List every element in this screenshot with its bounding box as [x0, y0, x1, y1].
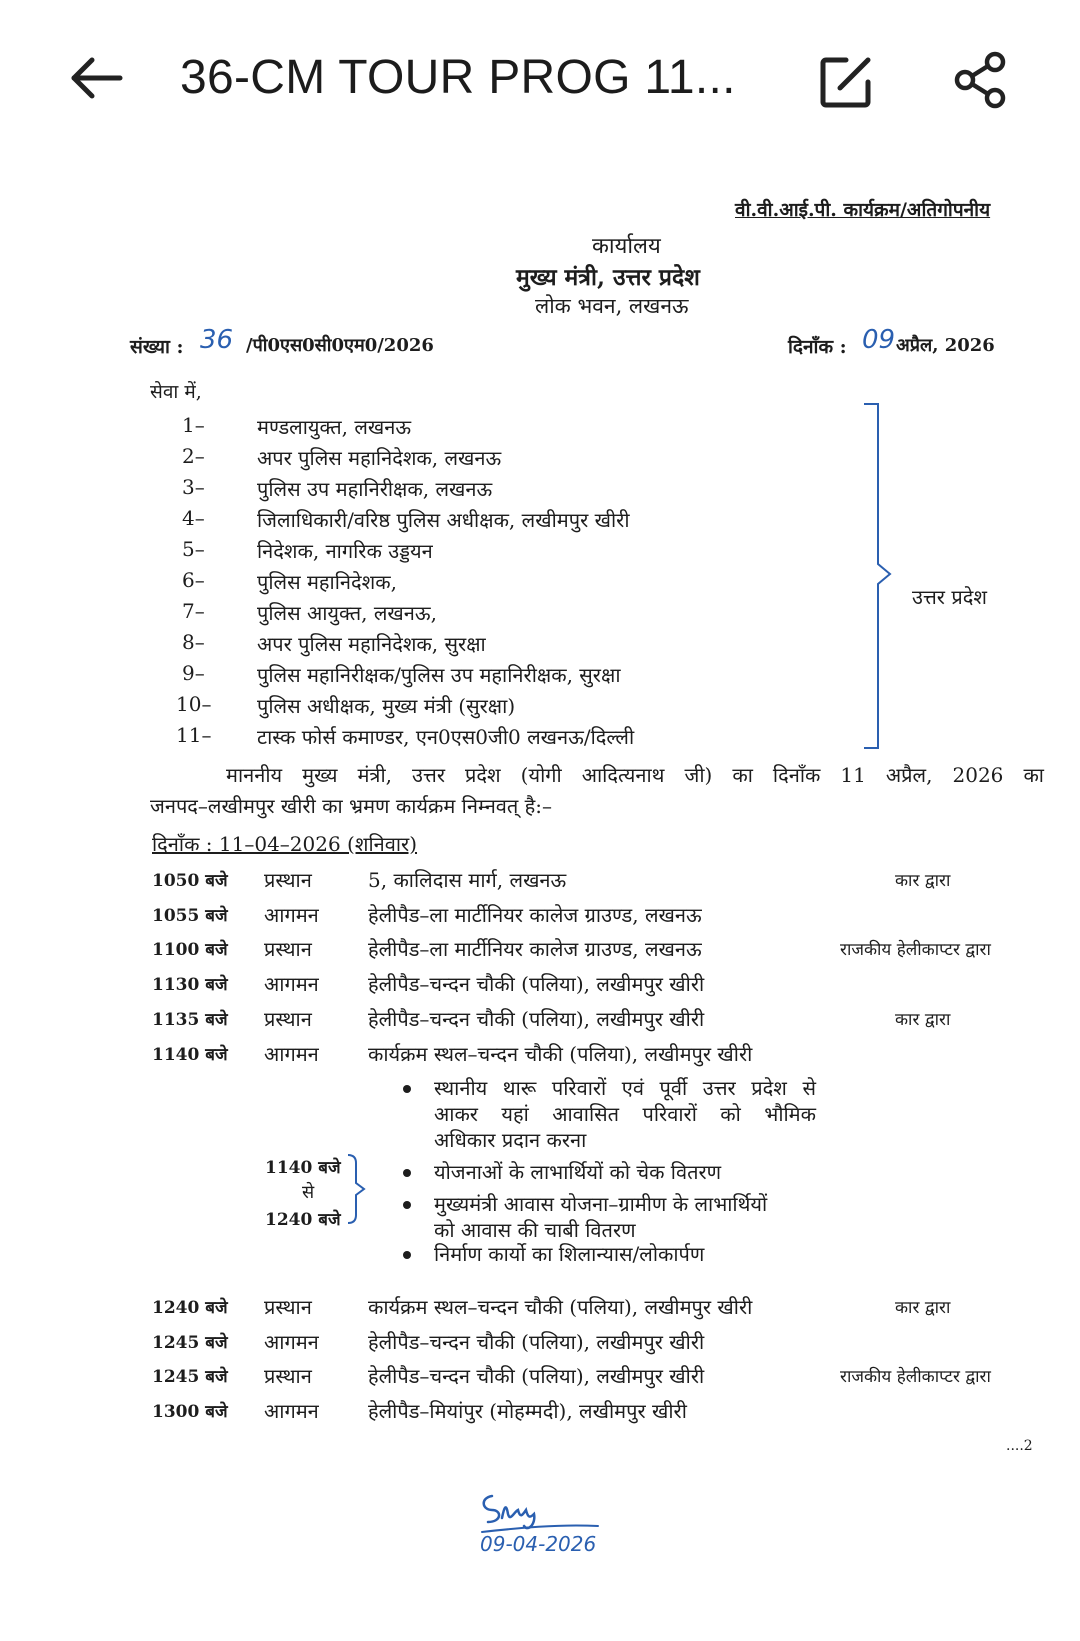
schedule-place: हेलीपैड–चन्दन चौकी (पलिया), लखीमपुर खीरी: [368, 1364, 705, 1388]
bullet: [403, 1251, 411, 1259]
recipient-text: निदेशक, नागरिक उड्डयन: [257, 539, 433, 563]
schedule-time: 1055 बजे: [152, 906, 228, 926]
schedule-mode: कार द्वारा: [895, 1010, 951, 1030]
schedule-place: हेलीपैड–ला मार्टीनियर कालेज ग्राउण्ड, लखनऊ: [368, 903, 702, 927]
program-item-line: मुख्यमंत्री आवास योजना–ग्रामीण के लाभार्थियों: [434, 1192, 768, 1216]
share-button[interactable]: [950, 50, 1010, 110]
recipient-text: पुलिस आयुक्त, लखनऊ,: [257, 601, 437, 625]
office-name: मुख्य मंत्री, उत्तर प्रदेश: [516, 264, 700, 291]
recipient-number: 1–: [182, 413, 205, 437]
schedule-time: 1240 बजे: [152, 1298, 228, 1318]
recipient-number: 10–: [176, 692, 212, 716]
recipient-number: 11–: [176, 723, 212, 747]
schedule-time: 1300 बजे: [152, 1402, 228, 1422]
office-heading: कार्यालय: [592, 234, 661, 259]
document-title: 36-CM TOUR PROG 11...: [180, 51, 736, 104]
reference-number: 36: [200, 325, 234, 355]
recipient-text: टास्क फोर्स कमाण्डर, एन0एस0जी0 लखनऊ/दिल्ली: [257, 725, 635, 749]
schedule-action: प्रस्थान: [264, 1295, 312, 1319]
bullet: [403, 1085, 411, 1093]
schedule-time: 1135 बजे: [152, 1010, 228, 1030]
recipient-text: पुलिस महानिरीक्षक/पुलिस उप महानिरीक्षक, सुरक्षा: [257, 663, 621, 687]
recipient-text: मण्डलायुक्त, लखनऊ: [257, 415, 412, 439]
date-day: 09: [862, 325, 896, 355]
schedule-time: 1245 बजे: [152, 1333, 228, 1353]
schedule-date: दिनाँक : 11–04–2026 (शनिवार): [152, 832, 418, 856]
schedule-action: प्रस्थान: [264, 868, 312, 892]
app-bar: [0, 0, 1080, 170]
schedule-mode: कार द्वारा: [895, 871, 951, 891]
schedule-time: 1050 बजे: [152, 871, 228, 891]
recipients-brace: [862, 402, 902, 752]
schedule-place: 5, कालिदास मार्ग, लखनऊ: [368, 868, 567, 892]
schedule-mode: राजकीय हेलीकाप्टर द्वारा: [840, 940, 991, 960]
program-item-line: योजनाओं के लाभार्थियों को चेक वितरण: [434, 1160, 722, 1184]
schedule-place: हेलीपैड–ला मार्टीनियर कालेज ग्राउण्ड, लखनऊ: [368, 937, 702, 961]
reference-label: संख्या :: [130, 336, 184, 358]
program-item-line: आकर यहां आवासित परिवारों को भौमिक: [434, 1102, 816, 1126]
recipient-number: 5–: [182, 537, 205, 561]
program-item-line: को आवास की चाबी वितरण: [434, 1218, 636, 1242]
date-suffix: अप्रैल, 2026: [896, 335, 995, 356]
recipient-text: जिलाधिकारी/वरिष्ठ पुलिस अधीक्षक, लखीमपुर खीरी: [257, 508, 630, 532]
schedule-place: हेलीपैड–चन्दन चौकी (पलिया), लखीमपुर खीरी: [368, 1007, 705, 1031]
edit-icon: [816, 52, 876, 112]
schedule-action: आगमन: [264, 1330, 319, 1354]
arrow-left-icon: [66, 52, 130, 108]
schedule-time: 1100 बजे: [152, 940, 228, 960]
schedule-mode: राजकीय हेलीकाप्टर द्वारा: [840, 1367, 991, 1387]
program-item-line: निर्माण कार्यो का शिलान्यास/लोकार्पण: [434, 1242, 705, 1266]
signature-date: 09-04-2026: [480, 1532, 597, 1556]
recipients-group-label: उत्तर प्रदेश: [912, 585, 987, 609]
schedule-action: प्रस्थान: [264, 1364, 312, 1388]
program-item-line: स्थानीय थारू परिवारों एवं पूर्वी उत्तर प्रदेश से: [434, 1076, 816, 1100]
schedule-place: हेलीपैड–चन्दन चौकी (पलिया), लखीमपुर खीरी: [368, 1330, 705, 1354]
schedule-action: प्रस्थान: [264, 937, 312, 961]
program-time-start: 1140 बजे: [265, 1158, 341, 1178]
bullet: [403, 1169, 411, 1177]
schedule-time: 1140 बजे: [152, 1045, 228, 1065]
classification-label: वी.वी.आई.पी. कार्यक्रम/अतिगोपनीय: [735, 199, 991, 221]
schedule-time: 1130 बजे: [152, 975, 228, 995]
date-label: दिनाँक :: [788, 336, 847, 358]
program-time-end: 1240 बजे: [265, 1210, 341, 1230]
schedule-mode: कार द्वारा: [895, 1298, 951, 1318]
schedule-action: आगमन: [264, 1042, 319, 1066]
program-time-separator: से: [302, 1182, 315, 1203]
recipient-number: 2–: [182, 444, 205, 468]
recipient-number: 6–: [182, 568, 205, 592]
recipient-number: 3–: [182, 475, 205, 499]
schedule-time: 1245 बजे: [152, 1367, 228, 1387]
document-page[interactable]: [0, 170, 1080, 1641]
recipient-text: अपर पुलिस महानिदेशक, लखनऊ: [257, 446, 502, 470]
schedule-action: आगमन: [264, 1399, 319, 1423]
schedule-action: आगमन: [264, 903, 319, 927]
recipient-number: 4–: [182, 506, 205, 530]
schedule-place: कार्यक्रम स्थल–चन्दन चौकी (पलिया), लखीमपुर खीरी: [368, 1295, 753, 1319]
page-continuation: ....2: [1006, 1438, 1033, 1454]
share-icon: [950, 50, 1010, 110]
salutation: सेवा में,: [150, 381, 202, 403]
recipient-number: 8–: [182, 630, 205, 654]
office-address: लोक भवन, लखनऊ: [535, 294, 689, 318]
schedule-place: कार्यक्रम स्थल–चन्दन चौकी (पलिया), लखीमपुर खीरी: [368, 1042, 753, 1066]
schedule-place: हेलीपैड–चन्दन चौकी (पलिया), लखीमपुर खीरी: [368, 972, 705, 996]
bullet: [403, 1201, 411, 1209]
schedule-action: प्रस्थान: [264, 1007, 312, 1031]
program-item-line: अधिकार प्रदान करना: [434, 1128, 587, 1152]
recipient-number: 9–: [182, 661, 205, 685]
intro-line-2: जनपद–लखीमपुर खीरी का भ्रमण कार्यक्रम निम्नवत् है:–: [150, 794, 553, 818]
intro-line-1: माननीय मुख्य मंत्री, उत्तर प्रदेश (योगी आदित्यनाथ जी) का दिनाँक 11 अप्रैल, 2026 का: [226, 763, 1044, 787]
recipient-text: अपर पुलिस महानिदेशक, सुरक्षा: [257, 632, 486, 656]
program-time-brace: [346, 1153, 370, 1225]
edit-button[interactable]: [816, 52, 876, 112]
recipient-text: पुलिस उप महानिरीक्षक, लखनऊ: [257, 477, 493, 501]
schedule-place: हेलीपैड–मियांपुर (मोहम्मदी), लखीमपुर खीरी: [368, 1399, 687, 1423]
back-button[interactable]: [66, 52, 130, 108]
recipient-number: 7–: [182, 599, 205, 623]
reference-suffix: /पी0एस0सी0एम0/2026: [246, 335, 434, 356]
recipient-text: पुलिस अधीक्षक, मुख्य मंत्री (सुरक्षा): [257, 694, 516, 718]
schedule-action: आगमन: [264, 972, 319, 996]
recipient-text: पुलिस महानिदेशक,: [257, 570, 397, 594]
